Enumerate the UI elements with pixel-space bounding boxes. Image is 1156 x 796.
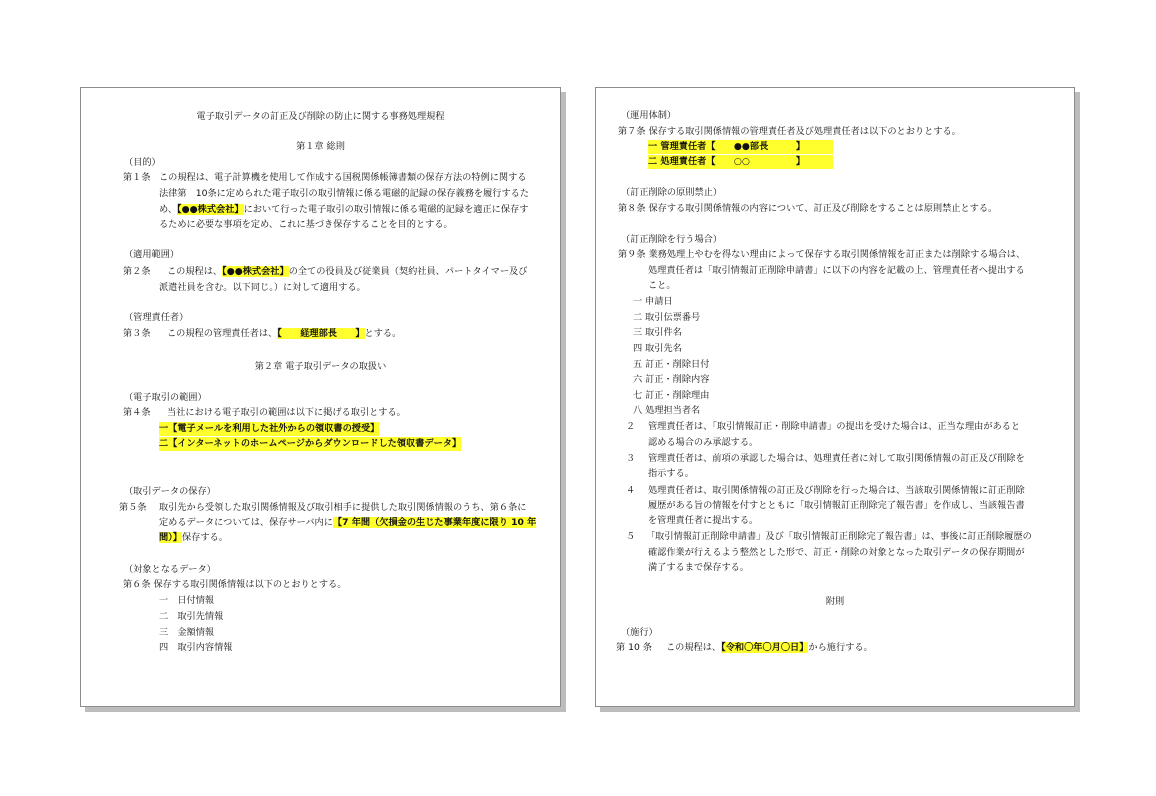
heading-enforcement: （施行） — [621, 627, 658, 638]
retention-period-highlight: 【7 年間（欠損金の生じた事業年度に限り 10 年 — [332, 517, 537, 528]
article-9-item: 四 取引先名 — [633, 343, 682, 354]
paragraph-5-line-3: 満了するまで保存する。 — [648, 562, 750, 573]
article-2-line-1-a: この規程は、 — [167, 266, 223, 277]
article-9-item: 二 取引伝票番号 — [633, 312, 701, 323]
document-page-right — [595, 87, 1075, 707]
article-1-line-3 — [159, 203, 528, 217]
article-7-line-1: 第７条 保存する取引関係情報の管理責任者及び処理責任者は以下のとおりとする。 — [618, 126, 961, 137]
article-10-number: 第 10 条 — [616, 642, 652, 653]
article-6-item: 四 取引内容情報 — [159, 642, 233, 653]
heading-transaction-range: （電子取引の範囲） — [124, 392, 207, 403]
company-name-highlight: 【●●株式会社】 — [222, 266, 289, 277]
retention-period-highlight-end: 間）】 — [159, 532, 182, 543]
article-1-line-4: るために必要な事項を定め、これに基づき保存することを目的とする。 — [159, 219, 453, 230]
paragraph-2-line-1: 管理責任者は、「取引情報訂正・削除申請書」の提出を受けた場合は、正当な理由があると — [648, 421, 1021, 432]
article-9-item: 三 取引件名 — [633, 327, 682, 338]
article-5-line-3-b: 保存する。 — [181, 532, 228, 543]
chapter-1-heading: 第１章 総則 — [296, 141, 345, 152]
article-2-line-2: 派遣社員を含む。以下同じ。）に対して適用する。 — [159, 282, 366, 293]
article-3-number: 第３条 — [123, 328, 151, 339]
article-9-item: 八 処理担当者名 — [633, 405, 701, 416]
article-1-line-2: 法律第 10条に定められた電子取引の取引情報に係る電磁的記録の保存義務を履行するた — [159, 188, 530, 199]
paragraph-2-number: ２ — [626, 421, 636, 432]
paragraph-4-line-1: 処理責任者は、取引関係情報の訂正及び削除を行った場合は、当該取引関係情報に訂正削除 — [648, 485, 1025, 496]
heading-operation: （運用体制） — [621, 110, 677, 121]
article-1-number: 第１条 — [123, 172, 151, 183]
article-6-item: 三 金額情報 — [159, 627, 215, 638]
heading-data-storage: （取引データの保存） — [124, 486, 216, 497]
heading-scope: （適用範囲） — [124, 249, 180, 260]
article-7-item-2: 二 処理責任者【 ○○ 】 — [648, 155, 833, 169]
paragraph-3-number: ３ — [626, 453, 636, 464]
article-9-item: 六 訂正・削除内容 — [633, 374, 710, 385]
heading-revision-case: （訂正削除を行う場合） — [621, 234, 723, 245]
article-3-line-a: この規程の管理責任者は、 — [167, 328, 278, 339]
article-9-item: 七 訂正・削除理由 — [633, 390, 710, 401]
article-10-line-a: この規程は、 — [666, 642, 722, 653]
heading-target-data: （対象となるデータ） — [124, 564, 216, 575]
article-10-line — [666, 641, 873, 655]
chapter-2-heading: 第２章 電子取引データの取扱い — [254, 361, 387, 372]
paragraph-2-line-2: 認める場合のみ承認する。 — [648, 437, 759, 448]
article-9-line-2: 処理責任者は「取引情報訂正削除申請書」に以下の内容を記載の上、管理責任者へ提出する — [648, 265, 1025, 276]
article-5-number: 第５条 — [119, 502, 147, 513]
paragraph-3-line-1: 管理責任者は、前項の承認した場合は、処理責任者に対して取引関係情報の訂正及び削除を — [648, 453, 1025, 464]
article-4-item-1: 一【電子メールを利用した社外からの領収書の授受】 — [159, 423, 380, 434]
paragraph-3-line-2: 指示する。 — [648, 468, 694, 479]
paragraph-5-line-1: 「取引情報訂正削除申請書」及び「取引情報訂正削除完了報告書」は、事後に訂正削除履歴の — [646, 531, 1032, 542]
article-2-line-1-b: の全ての役員及び従業員（契約社員、パートタイマー及び — [288, 266, 528, 277]
article-1-line-1: この規程は、電子計算機を使用して作成する国税関係帳簿書類の保存方法の特例に関する — [159, 172, 527, 183]
article-1-line-3-a: め、 — [159, 204, 178, 215]
article-8-line-1: 第８条 保存する取引関係情報の内容について、訂正及び削除をすることは原則禁止とする。 — [618, 203, 998, 214]
enforcement-date-highlight: 【令和〇年〇月〇日】 — [721, 642, 809, 653]
article-9-item: 一 申請日 — [633, 296, 673, 307]
article-6-line-1: 第６条 保存する取引関係情報は以下のとおりとする。 — [123, 579, 347, 590]
article-6-item: 二 取引先情報 — [159, 611, 224, 622]
article-3-line — [167, 327, 401, 341]
article-4-number: 第４条 — [123, 407, 151, 418]
article-4-item-2: 二【インターネットのホームページからダウンロードした領収書データ】 — [159, 438, 462, 449]
article-1-line-3-b: において行った電子取引の取引情報に係る電磁的記録を適正に保存す — [243, 204, 529, 215]
article-9-item: 五 訂正・削除日付 — [633, 359, 710, 370]
article-9-line-1: 第９条 業務処理上やむを得ない理由によって保存する取引関係情報を訂正または削除する場合は、 — [618, 249, 1026, 260]
paragraph-5-line-2: 確認作業が行えるよう整然とした形で、訂正・削除の対象となった取引データの保存期間が — [648, 547, 1025, 558]
article-9-line-3: こと。 — [648, 280, 676, 291]
paragraph-4-line-2: 履歴がある旨の情報を付すとともに「取引情報訂正削除完了報告書」を作成し、当該報告書 — [648, 500, 1025, 511]
article-5-line-2 — [159, 516, 536, 530]
article-2-line-1 — [167, 265, 527, 279]
company-name-highlight: 【●●株式会社】 — [177, 204, 244, 215]
article-10-line-b: から施行する。 — [808, 642, 873, 653]
article-7-item-1: 一 管理責任者【 ●●部長 】 — [648, 140, 833, 154]
document-page-left — [80, 87, 561, 707]
article-5-line-3 — [159, 531, 228, 545]
article-2-number: 第２条 — [123, 266, 151, 277]
heading-purpose: （目的） — [124, 157, 161, 168]
article-5-line-1: 取引先から受領した取引関係情報及び取引相手に提供した取引関係情報のうち、第６条に — [159, 502, 527, 513]
heading-manager: （管理責任者） — [124, 312, 189, 323]
article-3-line-b: とする。 — [364, 328, 402, 339]
document-title: 電子取引データの訂正及び削除の防止に関する事務処理規程 — [196, 111, 445, 122]
paragraph-4-line-3: を管理責任者に提出する。 — [648, 515, 759, 526]
article-4-line-1: 当社における電子取引の範囲は以下に掲げる取引とする。 — [167, 407, 406, 418]
manager-title-highlight: 【 経理部長 】 — [277, 328, 365, 339]
paragraph-4-number: ４ — [626, 485, 636, 496]
supplementary-provisions-heading: 附則 — [825, 596, 845, 607]
heading-no-revision: （訂正削除の原則禁止） — [621, 187, 723, 198]
article-5-line-2-a: 定めるデータについては、保存サーバ内に — [159, 517, 333, 528]
paragraph-5-number: ５ — [626, 531, 636, 542]
article-6-item: 一 日付情報 — [159, 595, 215, 606]
